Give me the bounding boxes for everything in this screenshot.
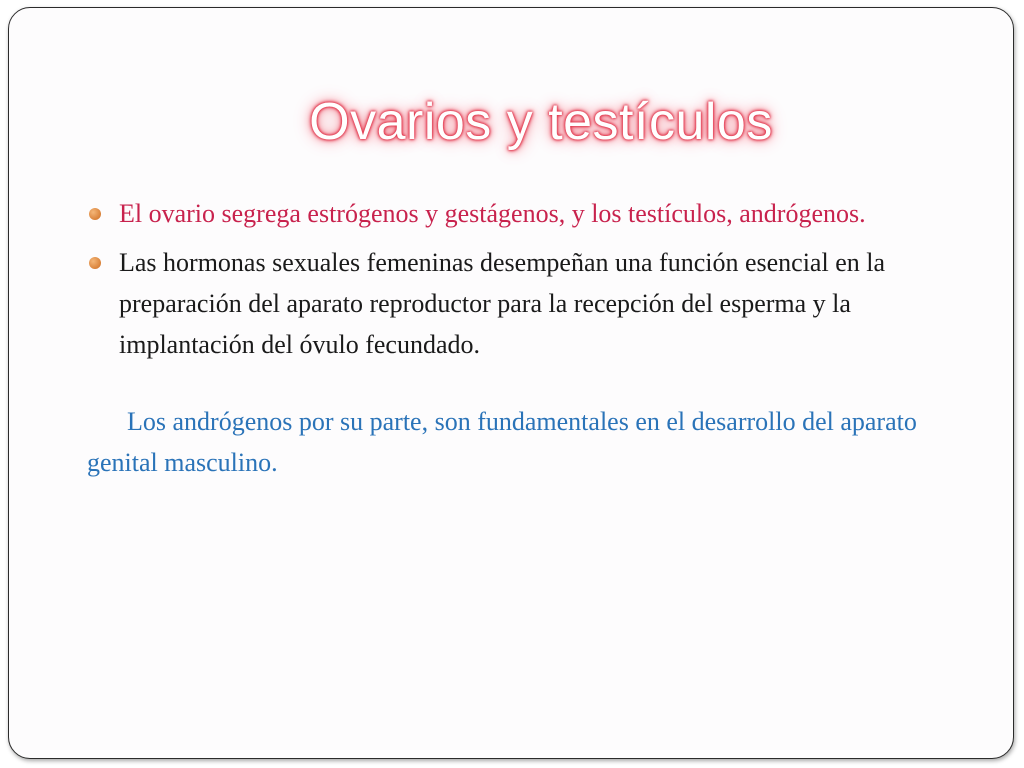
bullet-text: El ovario segrega estrógenos y gestágenos, y los testículos, andrógenos. — [119, 199, 866, 228]
bullet-item — [87, 242, 967, 365]
bullet-text: Las hormonas sexuales femeninas desempeñan una función esencial en la preparación del aparato reproductor para la recepción del esperma y la implantación del óvulo fecundado. — [119, 248, 885, 359]
bullet-item — [87, 193, 967, 234]
slide-title: Ovarios y testículos — [309, 93, 773, 151]
closing-paragraph: Los andrógenos por su parte, son fundamentales en el desarrollo del aparato genital masculino. — [87, 407, 917, 477]
slide-content — [87, 193, 967, 483]
bullet-dot-icon — [89, 208, 101, 220]
slide-frame — [8, 7, 1014, 759]
bullet-dot-icon — [89, 257, 101, 269]
